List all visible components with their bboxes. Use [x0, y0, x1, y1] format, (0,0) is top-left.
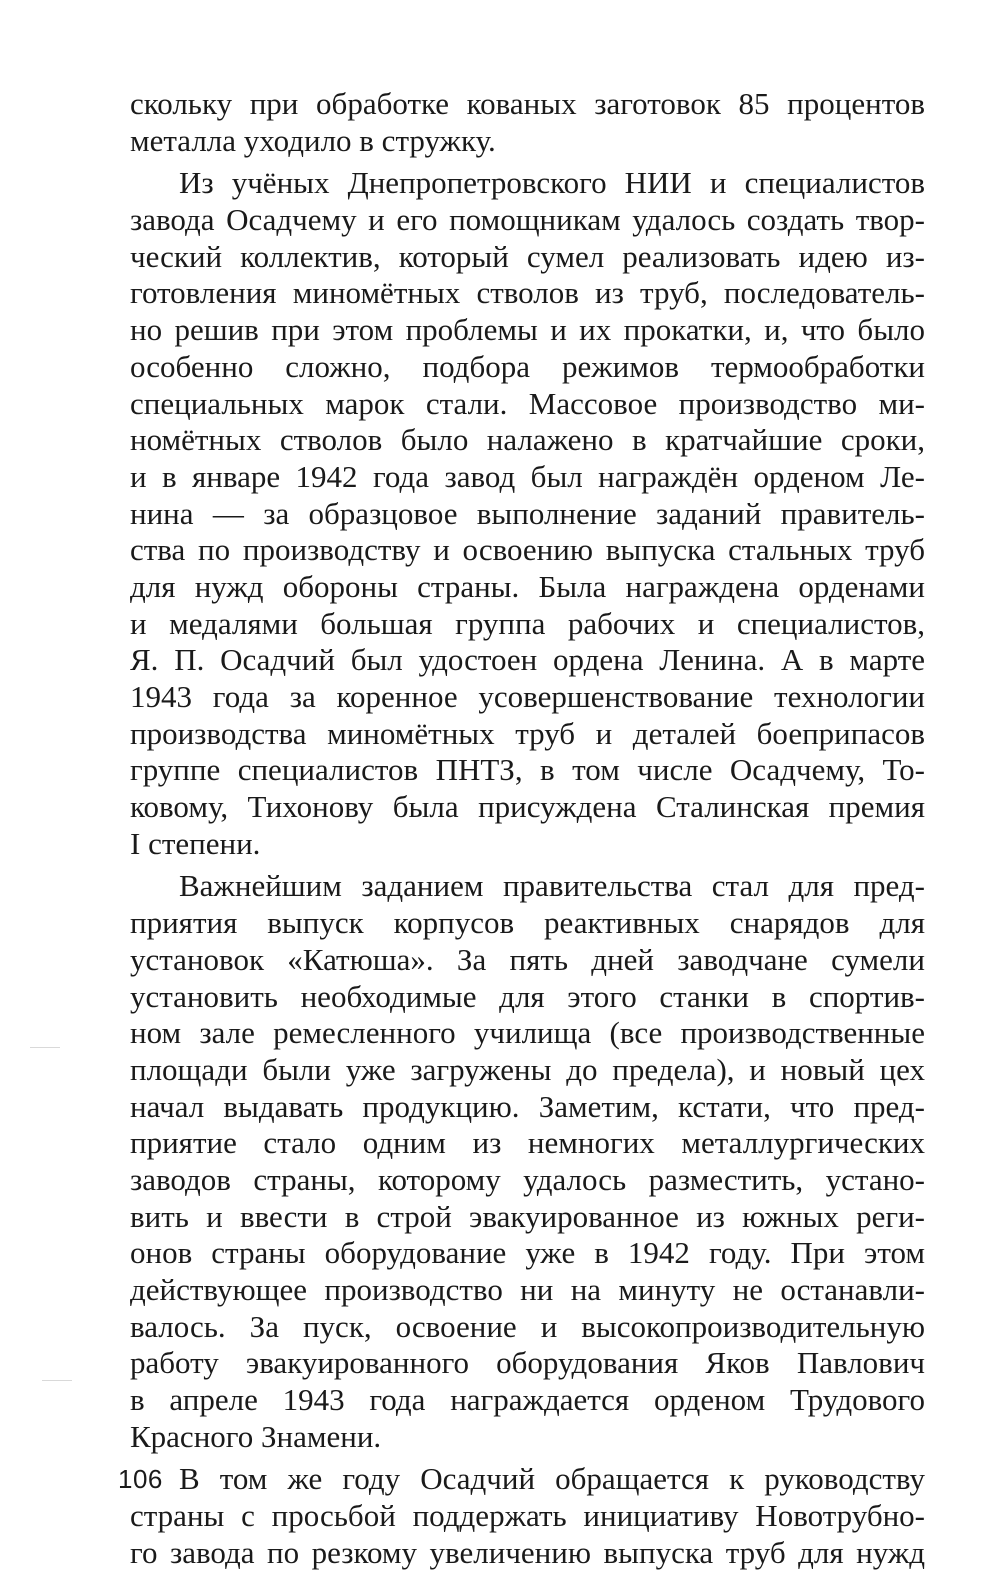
text-line: валось. За пуск, освоение и высокопроизводительную: [130, 1308, 925, 1344]
text-line: особенно сложно, подбора режимов термообработки: [130, 348, 925, 384]
text-line: начал выдавать продукцию. Заметим, кстати, что пред-: [130, 1088, 925, 1124]
text-line: металла уходило в стружку.: [130, 122, 496, 158]
text-line: производства миномётных труб и деталей боеприпасов: [130, 715, 925, 751]
text-line: действующее производство ни на минуту не останавли-: [130, 1272, 925, 1307]
text-line: готовления миномётных стволов из труб, последователь-: [130, 275, 925, 311]
text-line: В том же году Осадчий обращается к руководству: [179, 1461, 925, 1497]
margin-mark: [30, 1047, 60, 1048]
text-line: специальных марок стали. Массовое производство ми-: [130, 385, 925, 421]
text-line: ном зале ремесленного училища (все производственные: [130, 1015, 925, 1051]
text-line: ства по производству и освоению выпуска стальных труб: [130, 532, 925, 568]
text-line: номётных стволов было налажено в кратчайшие сроки,: [130, 422, 925, 458]
margin-mark: [42, 1380, 72, 1381]
paragraph: [130, 165, 925, 862]
text-line: ковому, Тихонову была присуждена Сталинская премия: [130, 789, 925, 825]
text-line: но решив при этом проблемы и их прокатки, и, что было: [130, 312, 925, 348]
text-line: приятие стало одним из немногих металлургических: [130, 1125, 925, 1161]
text-line: заводов страны, которому удалось разместить, устано-: [130, 1161, 925, 1197]
text-line: завода Осадчему и его помощникам удалось создать твор-: [130, 202, 925, 238]
paragraph: [130, 1461, 925, 1571]
text-line: I степени.: [130, 825, 261, 861]
text-line: приятия выпуск корпусов реактивных снарядов для: [130, 905, 925, 941]
text-line: установок «Катюша». За пять дней заводчане сумели: [130, 941, 925, 977]
page-number: 106: [118, 1464, 163, 1494]
text-line: и в январе 1942 года завод был награждён орденом Ле-: [130, 458, 925, 494]
text-line: в апреле 1943 года награждается орденом Трудового: [130, 1382, 925, 1418]
text-line: Из учёных Днепропетровского НИИ и специалистов: [179, 165, 925, 201]
body-text: [130, 86, 925, 1572]
text-line: Красного Знамени.: [130, 1418, 382, 1454]
text-line: вить и ввести в строй эвакуированное из южных реги-: [130, 1198, 925, 1234]
paragraph: [130, 868, 925, 1455]
text-line: и медалями большая группа рабочих и специалистов,: [130, 605, 925, 641]
paragraph: [130, 86, 925, 159]
text-line: установить необходимые для этого станки в спортив-: [130, 978, 925, 1014]
text-line: Я. П. Осадчий был удостоен ордена Ленина. А в марте: [130, 642, 925, 678]
text-line: площади были уже загружены до предела), и новый цех: [130, 1051, 925, 1087]
text-line: группе специалистов ПНТЗ, в том числе Осадчему, То-: [130, 752, 925, 788]
text-line: нина — за образцовое выполнение заданий правитель-: [130, 495, 925, 531]
text-line: го завода по резкому увеличению выпуска труб для нужд: [130, 1534, 925, 1570]
text-line: ческий коллектив, который сумел реализовать идею из-: [130, 238, 925, 274]
text-line: для нужд обороны страны. Была награждена орденами: [130, 568, 925, 604]
text-line: онов страны оборудование уже в 1942 году. При этом: [130, 1235, 925, 1271]
text-line: скольку при обработке кованых заготовок 85 процентов: [130, 86, 925, 121]
text-line: 1943 года за коренное усовершенствование технологии: [130, 679, 925, 714]
text-line: страны с просьбой поддержать инициативу Новотрубно-: [130, 1498, 925, 1534]
text-line: работу эвакуированного оборудования Яков Павлович: [130, 1345, 925, 1381]
text-line: Важнейшим заданием правительства стал для пред-: [179, 868, 925, 904]
